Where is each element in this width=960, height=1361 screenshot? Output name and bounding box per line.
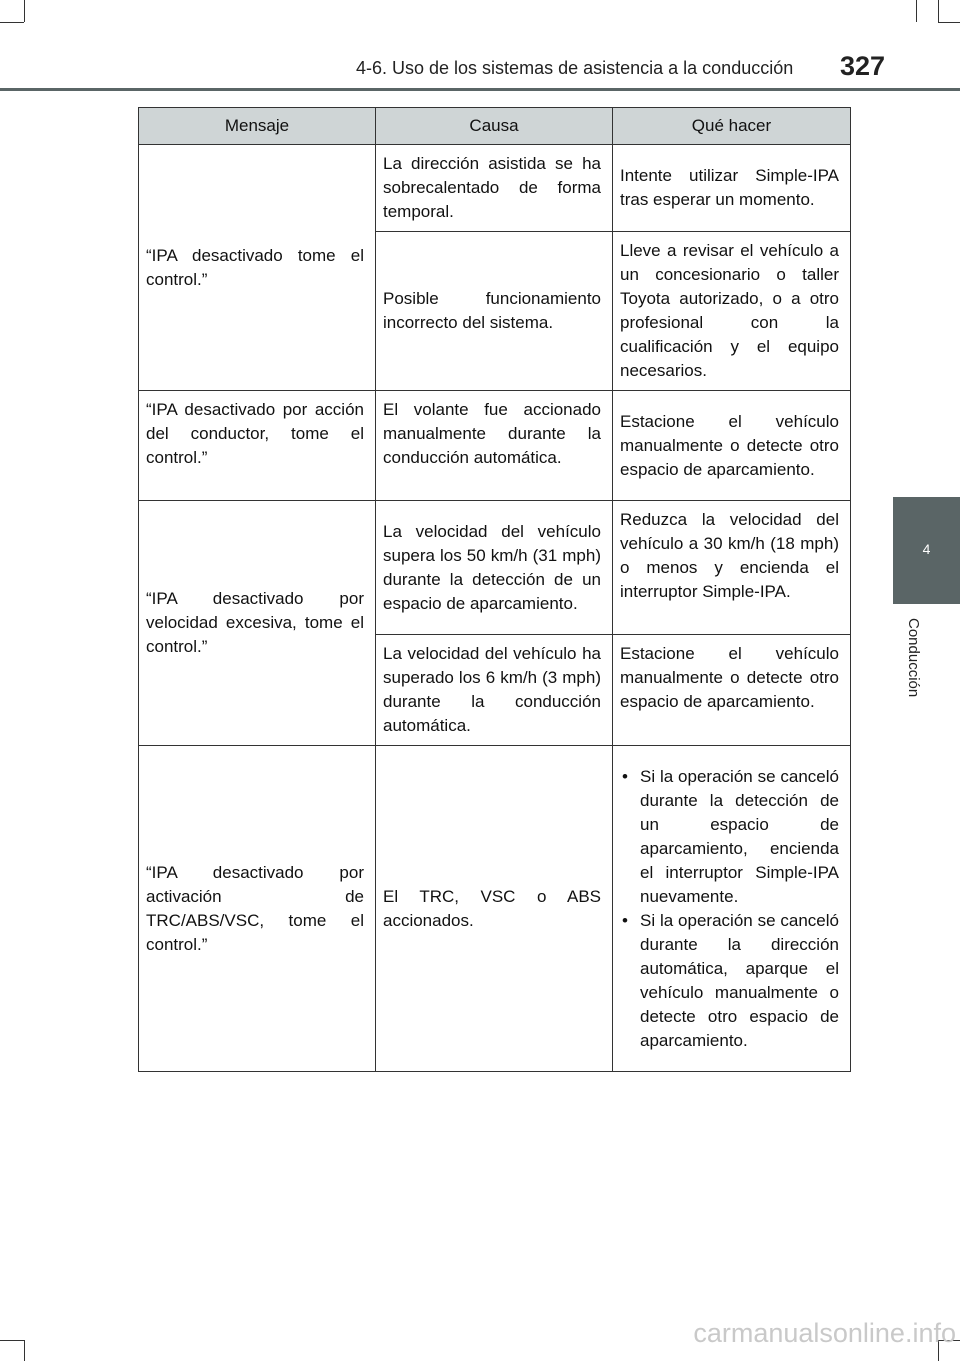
table-row xyxy=(139,391,851,501)
chapter-label: Conducción xyxy=(905,618,922,698)
header-rule xyxy=(0,88,960,91)
column-header-cause: Causa xyxy=(376,108,613,145)
column-header-action: Qué hacer xyxy=(613,108,851,145)
action-cell xyxy=(613,746,851,1072)
crop-mark xyxy=(938,0,939,22)
chapter-number: 4 xyxy=(922,541,931,557)
crop-mark xyxy=(24,1340,25,1361)
crop-mark xyxy=(0,1340,24,1341)
table-row xyxy=(139,501,851,635)
table-row xyxy=(139,145,851,232)
column-header-message: Mensaje xyxy=(139,108,376,145)
crop-mark xyxy=(916,0,917,22)
section-title: 4-6. Uso de los sistemas de asistencia a la conducción xyxy=(356,58,794,78)
message-cell: “IPA desactivado por acción del conductor, tome el control.” xyxy=(139,391,376,501)
action-cell: Intente utilizar Simple-IPA tras esperar un momento. xyxy=(613,145,851,232)
cause-cell: La velocidad del vehículo supera los 50 km/h (31 mph) durante la detección de un espacio de aparcamiento. xyxy=(376,501,613,635)
chapter-tab xyxy=(893,497,960,604)
crop-mark xyxy=(24,0,25,22)
table-row xyxy=(139,746,851,1072)
message-cell: “IPA desactivado por velocidad excesiva, tome el control.” xyxy=(139,501,376,746)
page-number: 327 xyxy=(840,51,886,81)
watermark: carmanualsonline.info xyxy=(693,1318,956,1348)
crop-mark xyxy=(938,22,960,23)
action-bullet-list xyxy=(620,765,839,1053)
cause-cell: La dirección asistida se ha sobrecalentado de forma temporal. xyxy=(376,145,613,232)
table-header-row xyxy=(139,108,851,145)
list-item: • Si la operación se canceló durante la dirección automática, aparque el vehículo manualmente o detecte otro espacio de aparcamiento. xyxy=(620,909,839,1053)
list-item: • Si la operación se canceló durante la detección de un espacio de aparcamiento, encienda el interruptor Simple-IPA nuevamente. xyxy=(620,765,839,909)
cause-cell: El TRC, VSC o ABS accionados. xyxy=(376,746,613,1072)
message-table xyxy=(138,107,851,1072)
action-cell: Reduzca la velocidad del vehículo a 30 km/h (18 mph) o menos y encienda el interruptor Simple-IPA. xyxy=(613,501,851,635)
message-cell: “IPA desactivado tome el control.” xyxy=(139,145,376,391)
cause-cell: La velocidad del vehículo ha superado los 6 km/h (3 mph) durante la conducción automática. xyxy=(376,635,613,746)
action-cell: Estacione el vehículo manualmente o detecte otro espacio de aparcamiento. xyxy=(613,391,851,501)
message-cell: “IPA desactivado por activación de TRC/ABS/VSC, tome el control.” xyxy=(139,746,376,1072)
crop-mark xyxy=(0,22,24,23)
cause-cell: El volante fue accionado manualmente durante la conducción automática. xyxy=(376,391,613,501)
cause-cell: Posible funcionamiento incorrecto del sistema. xyxy=(376,232,613,391)
action-cell: Estacione el vehículo manualmente o detecte otro espacio de aparcamiento. xyxy=(613,635,851,746)
action-cell: Lleve a revisar el vehículo a un concesionario o taller Toyota autorizado, o a otro profesional con la cualificación y el equipo necesarios. xyxy=(613,232,851,391)
